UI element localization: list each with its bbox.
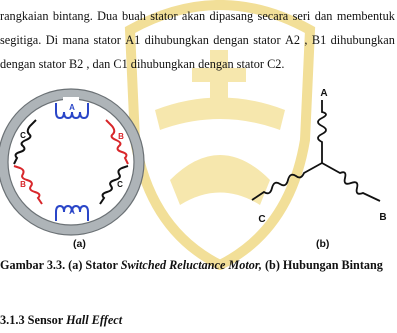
word: secara	[257, 9, 289, 23]
stator-diagram	[0, 89, 144, 235]
word: A1	[125, 33, 141, 47]
word: dihubungkan	[144, 33, 209, 47]
section-heading	[0, 313, 122, 328]
word: Di	[45, 33, 59, 47]
word: dipasang	[209, 9, 254, 23]
section-italic: Hall Effect	[66, 313, 123, 327]
winding-a	[318, 100, 326, 163]
terminal-label-b: B	[379, 212, 387, 223]
winding-b	[322, 163, 380, 201]
terminal-label-a: A	[320, 88, 328, 99]
section-number: 3.1.3 Sensor	[0, 313, 67, 327]
word: stator	[253, 33, 281, 47]
word: ,	[304, 33, 308, 47]
word: dihubungkan	[330, 33, 395, 47]
figure-caption	[0, 258, 383, 273]
word: A2	[284, 33, 300, 47]
winding-c	[252, 163, 322, 200]
word: stator	[150, 9, 178, 23]
paragraph-line-1	[0, 4, 395, 28]
figure-b-label: (b)	[316, 238, 330, 250]
caption-suffix: (b) Hubungan Bintang	[261, 258, 383, 272]
word: segitiga.	[0, 33, 42, 47]
terminal-label-c: C	[258, 214, 266, 225]
coil-label-c-lower-right: C	[117, 180, 123, 189]
word: dan	[314, 9, 333, 23]
word: stator	[93, 33, 121, 47]
word: B1	[311, 33, 327, 47]
figure-3-3	[0, 75, 397, 255]
star-connection-diagram	[252, 100, 380, 201]
word: buah	[121, 9, 146, 23]
coil-label-b-lower-left: B	[20, 180, 26, 189]
word: dengan	[213, 33, 249, 47]
word: seri	[292, 9, 311, 23]
paragraph-line-3: dengan stator B2 , dan C1 dihubungkan dengan stator C2.	[0, 57, 285, 71]
word: rangkaian	[0, 9, 49, 23]
word: Dua	[97, 9, 118, 23]
coil-label-a-top: A	[69, 103, 75, 112]
coil-label-c-upper-left: C	[20, 131, 26, 140]
figure-a-label: (a)	[73, 238, 86, 250]
word: mana	[62, 33, 90, 47]
word: membentuk	[336, 9, 395, 23]
paragraph-line-2	[0, 28, 395, 52]
word: akan	[181, 9, 206, 23]
caption-prefix: Gambar 3.3. (a) Stator	[0, 258, 121, 272]
coil-label-a-bottom: A	[69, 207, 75, 216]
coil-label-b-upper-right: B	[118, 132, 124, 141]
word: bintang.	[52, 9, 93, 23]
caption-italic: Switched Reluctance Motor,	[120, 258, 262, 272]
